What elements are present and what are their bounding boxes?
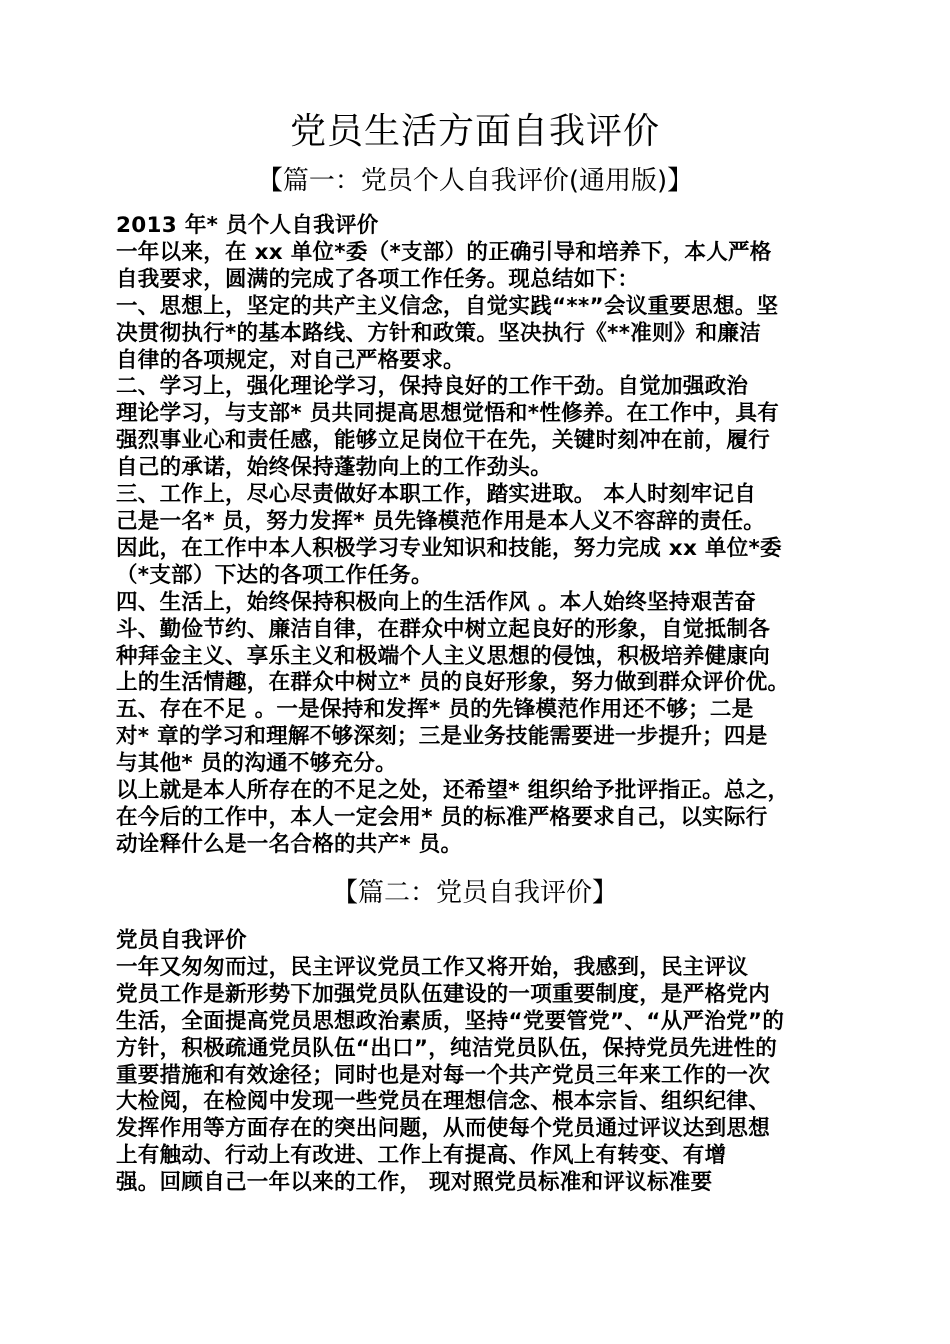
paragraph-line: 斗、勤俭节约、廉洁自律，在群众中树立起良好的形象，自觉抵制各 — [116, 616, 771, 642]
paragraph-line: 强。回顾自己一年以来的工作， 现对照党员标准和评议标准要 — [116, 1170, 713, 1196]
paragraph-line: 强烈事业心和责任感，能够立足岗位干在先，关键时刻冲在前，履行 — [116, 428, 771, 454]
section1-body — [116, 213, 846, 859]
paragraph-line: 因此，在工作中本人积极学习专业知识和技能，努力完成 xx 单位*委 — [116, 535, 782, 561]
paragraph-line: 三、工作上，尽心尽责做好本职工作，踏实进取。 本人时刻牢记自 — [116, 482, 756, 508]
paragraph-line: 党员工作是新形势下加强党员队伍建设的一项重要制度，是严格党内 — [116, 981, 771, 1007]
paragraph-line: 上有触动、行动上有改进、工作上有提高、作风上有转变、有增 — [116, 1143, 727, 1169]
paragraph-line: 自我要求，圆满的完成了各项工作任务。现总结如下： — [116, 266, 640, 292]
paragraph-line: 以上就是本人所存在的不足之处，还希望* 组织给予批评指正。总之， — [116, 778, 790, 804]
paragraph-line: 大检阅，在检阅中发现一些党员在理想信念、根本宗旨、组织纪律、 — [116, 1089, 771, 1115]
paragraph-line: 一年又匆匆而过，民主评议党员工作又将开始，我感到，民主评议 — [116, 954, 749, 980]
paragraph-line: 在今后的工作中，本人一定会用* 员的标准严格要求自己，以实际行 — [116, 804, 768, 830]
paragraph-line: 一年以来，在 xx 单位*委（*支部）的正确引导和培养下，本人严格 — [116, 239, 772, 265]
paragraph-line: 对* 章的学习和理解不够深刻；三是业务技能需要进一步提升；四是 — [116, 724, 768, 750]
section2-heading: 【篇二：党员自我评价】 — [331, 878, 618, 908]
paragraph-line: 己是一名* 员，努力发挥* 员先锋模范作用是本人义不容辞的责任。 — [116, 508, 766, 534]
paragraph-line: 决贯彻执行*的基本路线、方针和政策。坚决执行《**准则》和廉洁 — [116, 320, 762, 346]
paragraph-line: 方针，积极疏通党员队伍“出口”，纯洁党员队伍，保持党员先进性的 — [116, 1035, 778, 1061]
paragraph-line: 生活，全面提高党员思想政治素质，坚持“党要管党”、“从严治党”的 — [116, 1008, 785, 1034]
paragraph-line: 发挥作用等方面存在的突出问题，从而使每个党员通过评议达到思想 — [116, 1116, 771, 1142]
paragraph-line: 2013 年* 员个人自我评价 — [116, 213, 379, 238]
paragraph-line: 自律的各项规定，对自己严格要求。 — [116, 347, 465, 373]
paragraph-line: 种拜金主义、享乐主义和极端个人主义思想的侵蚀，积极培养健康向 — [116, 643, 771, 669]
paragraph-line: 重要措施和有效途径；同时也是对每一个共产党员三年来工作的一次 — [116, 1062, 771, 1088]
section1-heading: 【篇一：党员个人自我评价(通用版)】 — [256, 166, 694, 196]
paragraph-line: 动诠释什么是一名合格的共产* 员。 — [116, 831, 463, 857]
document-title: 党员生活方面自我评价 — [289, 111, 660, 152]
paragraph-line: 党员自我评价 — [116, 928, 247, 953]
paragraph-line: 上的生活情趣，在群众中树立* 员的良好形象，努力做到群众评价优。 — [116, 670, 790, 696]
paragraph-line: 二、学习上，强化理论学习，保持良好的工作干劲。自觉加强政治 — [116, 374, 749, 400]
paragraph-line: （*支部）下达的各项工作任务。 — [116, 562, 433, 588]
paragraph-line: 自己的承诺，始终保持蓬勃向上的工作劲头。 — [116, 455, 553, 481]
paragraph-line: 一、思想上，坚定的共产主义信念，自觉实践“**”会议重要思想。坚 — [116, 293, 779, 319]
paragraph-line: 理论学习，与支部* 员共同提高思想觉悟和*性修养。在工作中，具有 — [116, 401, 780, 427]
paragraph-line: 五、存在不足 。一是保持和发挥* 员的先锋模范作用还不够；二是 — [116, 697, 754, 723]
paragraph-line: 与其他* 员的沟通不够充分。 — [116, 751, 397, 777]
paragraph-line: 四、生活上，始终保持积极向上的生活作风 。本人始终坚持艰苦奋 — [116, 589, 756, 615]
section2-body — [116, 928, 846, 1197]
